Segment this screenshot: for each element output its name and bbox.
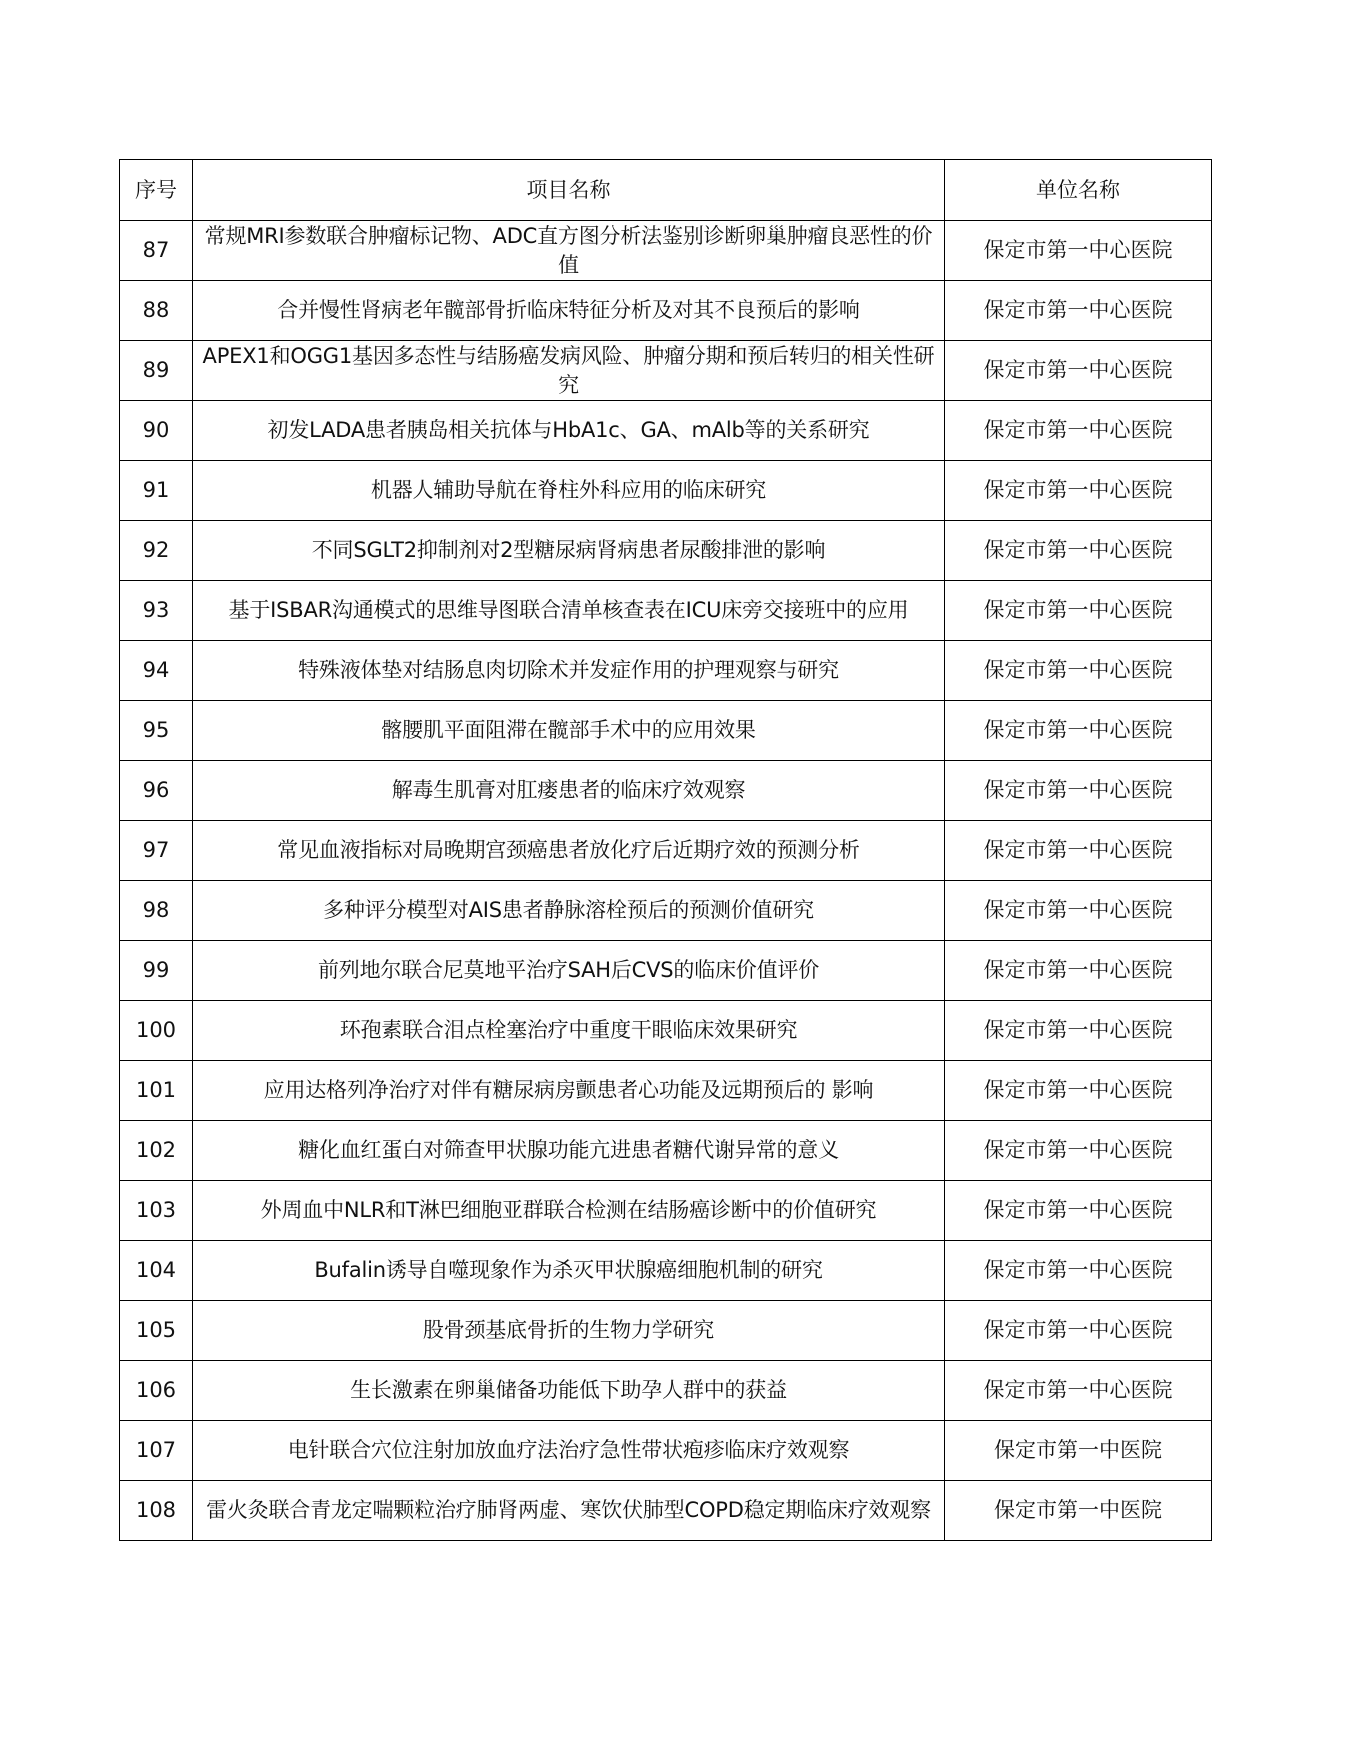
row-number: 94 bbox=[120, 641, 193, 701]
row-project-name: 髂腰肌平面阻滞在髋部手术中的应用效果 bbox=[193, 701, 945, 761]
table-row bbox=[120, 521, 1212, 581]
row-project-name: 解毒生肌膏对肛瘘患者的临床疗效观察 bbox=[193, 761, 945, 821]
table-row bbox=[120, 1121, 1212, 1181]
row-number: 87 bbox=[120, 221, 193, 281]
row-number: 99 bbox=[120, 941, 193, 1001]
table-header-row bbox=[120, 160, 1212, 221]
row-unit-name: 保定市第一中心医院 bbox=[945, 1241, 1212, 1301]
row-number: 106 bbox=[120, 1361, 193, 1421]
row-number: 90 bbox=[120, 401, 193, 461]
table-row bbox=[120, 1301, 1212, 1361]
row-number: 105 bbox=[120, 1301, 193, 1361]
row-unit-name: 保定市第一中心医院 bbox=[945, 1181, 1212, 1241]
row-number: 107 bbox=[120, 1421, 193, 1481]
row-project-name: 股骨颈基底骨折的生物力学研究 bbox=[193, 1301, 945, 1361]
row-number: 101 bbox=[120, 1061, 193, 1121]
row-unit-name: 保定市第一中心医院 bbox=[945, 521, 1212, 581]
table-row bbox=[120, 761, 1212, 821]
row-project-name: 特殊液体垫对结肠息肉切除术并发症作用的护理观察与研究 bbox=[193, 641, 945, 701]
row-unit-name: 保定市第一中心医院 bbox=[945, 461, 1212, 521]
row-project-name: 前列地尔联合尼莫地平治疗SAH后CVS的临床价值评价 bbox=[193, 941, 945, 1001]
table-row bbox=[120, 221, 1212, 281]
row-number: 104 bbox=[120, 1241, 193, 1301]
header-serial-number: 序号 bbox=[120, 160, 193, 221]
row-number: 98 bbox=[120, 881, 193, 941]
row-unit-name: 保定市第一中心医院 bbox=[945, 1361, 1212, 1421]
row-project-name: 雷火灸联合青龙定喘颗粒治疗肺肾两虚、寒饮伏肺型COPD稳定期临床疗效观察 bbox=[193, 1481, 945, 1541]
row-number: 95 bbox=[120, 701, 193, 761]
row-number: 100 bbox=[120, 1001, 193, 1061]
row-number: 93 bbox=[120, 581, 193, 641]
row-unit-name: 保定市第一中心医院 bbox=[945, 641, 1212, 701]
row-unit-name: 保定市第一中心医院 bbox=[945, 881, 1212, 941]
header-unit-name: 单位名称 bbox=[945, 160, 1212, 221]
table-row bbox=[120, 581, 1212, 641]
table-row bbox=[120, 1241, 1212, 1301]
row-number: 103 bbox=[120, 1181, 193, 1241]
row-number: 102 bbox=[120, 1121, 193, 1181]
row-unit-name: 保定市第一中心医院 bbox=[945, 281, 1212, 341]
row-unit-name: 保定市第一中心医院 bbox=[945, 1301, 1212, 1361]
table-row bbox=[120, 341, 1212, 401]
row-project-name: 糖化血红蛋白对筛查甲状腺功能亢进患者糖代谢异常的意义 bbox=[193, 1121, 945, 1181]
row-project-name: 环孢素联合泪点栓塞治疗中重度干眼临床效果研究 bbox=[193, 1001, 945, 1061]
row-project-name: 应用达格列净治疗对伴有糖尿病房颤患者心功能及远期预后的 影响 bbox=[193, 1061, 945, 1121]
row-unit-name: 保定市第一中心医院 bbox=[945, 341, 1212, 401]
table-row bbox=[120, 1481, 1212, 1541]
row-project-name: APEX1和OGG1基因多态性与结肠癌发病风险、肿瘤分期和预后转归的相关性研究 bbox=[193, 341, 945, 401]
row-unit-name: 保定市第一中心医院 bbox=[945, 1001, 1212, 1061]
table-row bbox=[120, 1181, 1212, 1241]
row-project-name: 常规MRI参数联合肿瘤标记物、ADC直方图分析法鉴别诊断卵巢肿瘤良恶性的价值 bbox=[193, 221, 945, 281]
row-unit-name: 保定市第一中心医院 bbox=[945, 821, 1212, 881]
row-project-name: 外周血中NLR和T淋巴细胞亚群联合检测在结肠癌诊断中的价值研究 bbox=[193, 1181, 945, 1241]
row-unit-name: 保定市第一中心医院 bbox=[945, 1121, 1212, 1181]
row-project-name: 基于ISBAR沟通模式的思维导图联合清单核查表在ICU床旁交接班中的应用 bbox=[193, 581, 945, 641]
row-project-name: 多种评分模型对AIS患者静脉溶栓预后的预测价值研究 bbox=[193, 881, 945, 941]
row-unit-name: 保定市第一中医院 bbox=[945, 1481, 1212, 1541]
row-unit-name: 保定市第一中心医院 bbox=[945, 221, 1212, 281]
row-unit-name: 保定市第一中心医院 bbox=[945, 761, 1212, 821]
table-row bbox=[120, 881, 1212, 941]
row-unit-name: 保定市第一中心医院 bbox=[945, 401, 1212, 461]
table-row bbox=[120, 821, 1212, 881]
table-row bbox=[120, 941, 1212, 1001]
table-row bbox=[120, 1061, 1212, 1121]
row-number: 108 bbox=[120, 1481, 193, 1541]
row-unit-name: 保定市第一中心医院 bbox=[945, 1061, 1212, 1121]
row-number: 91 bbox=[120, 461, 193, 521]
row-unit-name: 保定市第一中心医院 bbox=[945, 941, 1212, 1001]
row-number: 88 bbox=[120, 281, 193, 341]
row-project-name: 合并慢性肾病老年髋部骨折临床特征分析及对其不良预后的影响 bbox=[193, 281, 945, 341]
row-project-name: 不同SGLT2抑制剂对2型糖尿病肾病患者尿酸排泄的影响 bbox=[193, 521, 945, 581]
project-list-table bbox=[119, 159, 1212, 1541]
row-project-name: 机器人辅助导航在脊柱外科应用的临床研究 bbox=[193, 461, 945, 521]
row-number: 89 bbox=[120, 341, 193, 401]
row-unit-name: 保定市第一中心医院 bbox=[945, 581, 1212, 641]
table-row bbox=[120, 1361, 1212, 1421]
row-project-name: 初发LADA患者胰岛相关抗体与HbA1c、GA、mAlb等的关系研究 bbox=[193, 401, 945, 461]
table-row bbox=[120, 641, 1212, 701]
table-row bbox=[120, 281, 1212, 341]
row-unit-name: 保定市第一中医院 bbox=[945, 1421, 1212, 1481]
row-project-name: 电针联合穴位注射加放血疗法治疗急性带状疱疹临床疗效观察 bbox=[193, 1421, 945, 1481]
row-number: 97 bbox=[120, 821, 193, 881]
table-row bbox=[120, 1001, 1212, 1061]
row-project-name: 生长激素在卵巢储备功能低下助孕人群中的获益 bbox=[193, 1361, 945, 1421]
table-row bbox=[120, 701, 1212, 761]
row-number: 96 bbox=[120, 761, 193, 821]
row-project-name: 常见血液指标对局晚期宫颈癌患者放化疗后近期疗效的预测分析 bbox=[193, 821, 945, 881]
row-number: 92 bbox=[120, 521, 193, 581]
table-row bbox=[120, 1421, 1212, 1481]
table-row bbox=[120, 461, 1212, 521]
row-project-name: Bufalin诱导自噬现象作为杀灭甲状腺癌细胞机制的研究 bbox=[193, 1241, 945, 1301]
row-unit-name: 保定市第一中心医院 bbox=[945, 701, 1212, 761]
header-project-name: 项目名称 bbox=[193, 160, 945, 221]
table-row bbox=[120, 401, 1212, 461]
